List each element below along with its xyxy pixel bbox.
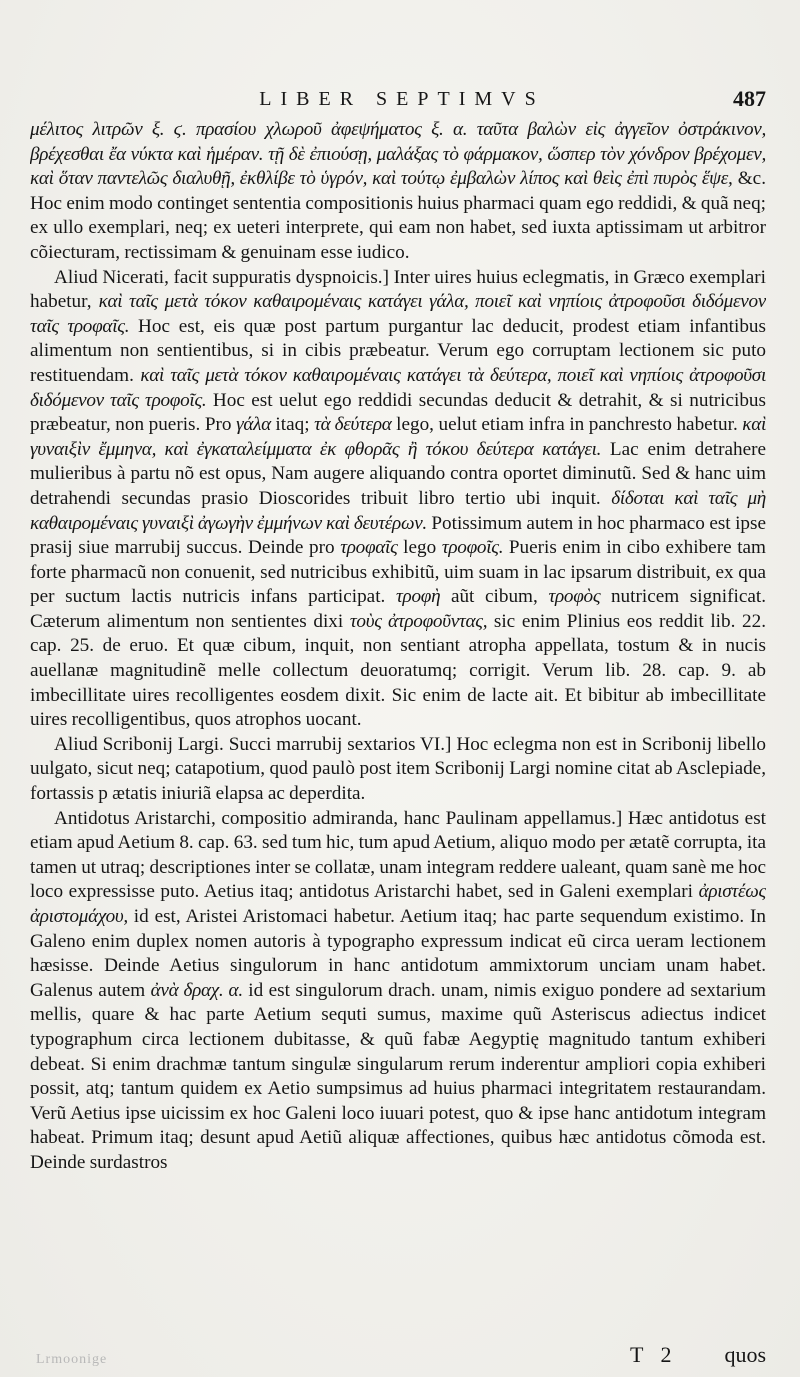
latin-text: lego, uelut etiam infra in panchresto habetur. — [391, 414, 743, 436]
latin-text: Aliud Nicerati, facit suppuratis dyspnoicis.] Inter uires huius eclegmatis, in Græco exemplari habetur, — [30, 266, 766, 313]
greek-text: τροφὸς — [548, 586, 601, 608]
greek-text: τροφαῖς — [340, 537, 398, 559]
latin-text: Lac enim detrahere mulieribus à partu nõ est opus, Nam augere aliquando contra oportet diminutũ. Sed & hanc uim detrahendi secundas prasio Dioscorides tribuit libro tertio ubi inquit. — [30, 438, 766, 509]
latin-text: Hoc est uelut ego reddidi secundas deducit & detrahit, & si nutricibus præbeatur, non pueris. Pro — [30, 389, 766, 436]
latin-text: itaq; — [270, 414, 315, 436]
latin-text: nutricem significat. Cæterum alimentum non sentientes dixi — [30, 586, 766, 632]
running-title: LIBER SEPTIMVS — [259, 88, 545, 110]
library-stamp: Lrmoonige — [36, 1352, 108, 1367]
latin-text: sic enim Plinius eos reddit lib. 22. cap. 25. de eruo. Et quæ cibum, inquit, non sentiant atropha appellata, tostum & in nucis auellanæ magnitudinẽ melle collectum deuoratumq; corrigit. Verum lib. 28. cap. 9. ab imbecillitate uires recolligentes eosdem dixit. Sic enim de lacte ait. Et bibitur ab imbecillitate uires recolligentibus, quos atrophos uocant. — [30, 610, 766, 731]
greek-text: ἀνὰ δραχ. α. — [150, 979, 243, 1001]
latin-text: lego — [397, 537, 442, 559]
latin-text: Pueris enim in cibo exhibere tam forte pharmacũ non conuenit, sed nutricibus exhibitũ, uim suam in lac ipsarum distribuit, ex qua per suctum lactis nutricis infans participat. — [30, 537, 766, 608]
page-body — [30, 118, 766, 1328]
greek-text: δίδοται καὶ ταῖς μὴ καθαιρομέναις γυναιξὶ ἀγωγὴν ἐμμήνων καὶ δευτέρων. — [30, 487, 766, 534]
page-number: 487 — [733, 86, 766, 111]
latin-text: Potissimum autem in hoc pharmaco est ipse prasij siue marrubij succus. Deinde pro — [30, 512, 766, 559]
page-footer — [30, 1342, 766, 1370]
latin-text: Aliud Scribonij Largi. Succi marrubij sextarios VI.] Hoc eclegma non est in Scribonij libello uulgato, sicut neq; catapotium, quod paulò post item Scribonij Largi nomine citat ab Asclepiade, fortassis p ætatis iniuriã elapsa ac deperdita. — [30, 733, 766, 805]
greek-text: τὰ δεύτερα — [314, 414, 392, 436]
greek-text: τροφοῖς. — [441, 537, 504, 559]
catchword: quos — [724, 1342, 766, 1367]
latin-text: id est singulorum drach. unam, nimis exiguo pondere ad sextarium mellis, quare & hac parte Aetium sequti sumus, maxime quũ Asteriscus adiectus indicet typographum circa lectionem dubitasse, & quũ fabæ Aegyptię magnitudo tantum exhiberi debeat. Si enim drachmæ tantum singulæ singularum rerum inderentur ampliori copia exhiberi possit, atq; tantum quidem ex Aetio sumpsimus ad huius pharmaci integritatem restaurandam. Verũ Aetius ipse uicissim ex hoc Galeni loco iuuari potest, quo & ipse hanc antidotum integram habeat. Primum itaq; desunt apud Aetiũ aliquæ affectiones, quibus hæc antidotus cõmoda est. Deinde surdastros — [30, 979, 766, 1173]
greek-text: ἀριστέως ἀριστομάχου, — [30, 881, 766, 927]
latin-text: &c. Hoc enim modo continget sententia compositionis huius pharmaci quam ego reddidi, & quã neq; ex ullo exemplari, neq; ex ueteri interprete, qui eam non habet, sed iuxta aptissimam ut arbitror cõiecturam, rectissimam & genuinam esse iudico. — [30, 168, 766, 263]
paragraph — [30, 118, 766, 266]
latin-text: Hoc est, eis quæ post partum purgantur lac deducit, prodest etiam infantibus alimentum non sentientibus, si in cibis præbeatur. Verum ego corruptam lectionem sic puto restituendam. — [30, 315, 766, 386]
greek-text: καὶ ταῖς μετὰ τόκον καθαιρομέναις κατάγει γάλα, ποιεῖ καὶ νηπίοις ἀτροφοῦσι διδόμενον ταῖς τροφαῖς. — [30, 291, 766, 337]
greek-text: καὶ ταῖς μετὰ τόκον καθαιρομέναις κατάγει τὰ δεύτερα, ποιεῖ καὶ νηπίοις ἀτροφοῦσι διδόμενον ταῖς τροφοῖς. — [30, 364, 766, 411]
greek-text: μέλιτος λιτρῶν ξ. ϛ. πρασίου χλωροῦ ἀφεψήματος ξ. α. ταῦτα βαλὼν εἰς ἀγγεῖον ὀστράκινον, βρέχεσθαι ἔα νύκτα καὶ ἡμέραν. τῇ δὲ ἐπιούσῃ, μαλάξας τὸ φάρμακον, ὥσπερ τὸν χόνδρον βρέχομεν, καὶ ὅταν παντελῶς διαλυθῇ, ἐκθλίβε τὸ ὑγρόν, καὶ τούτῳ ἐμβαλὼν λίπος καὶ θεὶς ἐπὶ πυρὸς ἕψε, — [30, 119, 766, 190]
signature-mark: T 2 — [630, 1342, 678, 1367]
paragraph — [30, 733, 766, 807]
greek-text: καὶ γυναιξὶν ἔμμηνα, καὶ ἐγκαταλείμματα ἐκ φθορᾶς ἢ τόκου δεύτερα κατάγει. — [30, 414, 766, 460]
page-header — [38, 86, 766, 116]
greek-text: τοὺς ἀτροφοῦντας, — [349, 610, 488, 632]
greek-text: τροφὴ — [395, 586, 441, 608]
paragraph — [30, 807, 766, 1176]
paragraph — [30, 266, 766, 733]
greek-text: γάλα — [236, 414, 271, 436]
latin-text: aũt cibum, — [440, 586, 549, 608]
latin-text: id est, Aristei Aristomaci habetur. Aetium itaq; hac parte sequendum existimo. In Galeno enim duplex nomen autoris à typographo expressum indicat eũ circa ueram lectionem hæsisse. Deinde Aetius singulorum in hanc antidotum ammixtorum unciam unam habet. Galenus autem — [30, 906, 766, 1001]
latin-text: Antidotus Aristarchi, compositio admiranda, hanc Paulinam appellamus.] Hæc antidotus est etiam apud Aetium 8. cap. 63. sed tum hic, tum apud Aetium, aliquo modo per ætatẽ corrupta, ita tamen ut utraq; descriptiones inter se collatæ, unam integram reddere ualeant, quam sanè me hoc loco expressisse puto. Aetius itaq; antidotus Aristarchi habet, sed in Galeni exemplari — [30, 807, 766, 903]
